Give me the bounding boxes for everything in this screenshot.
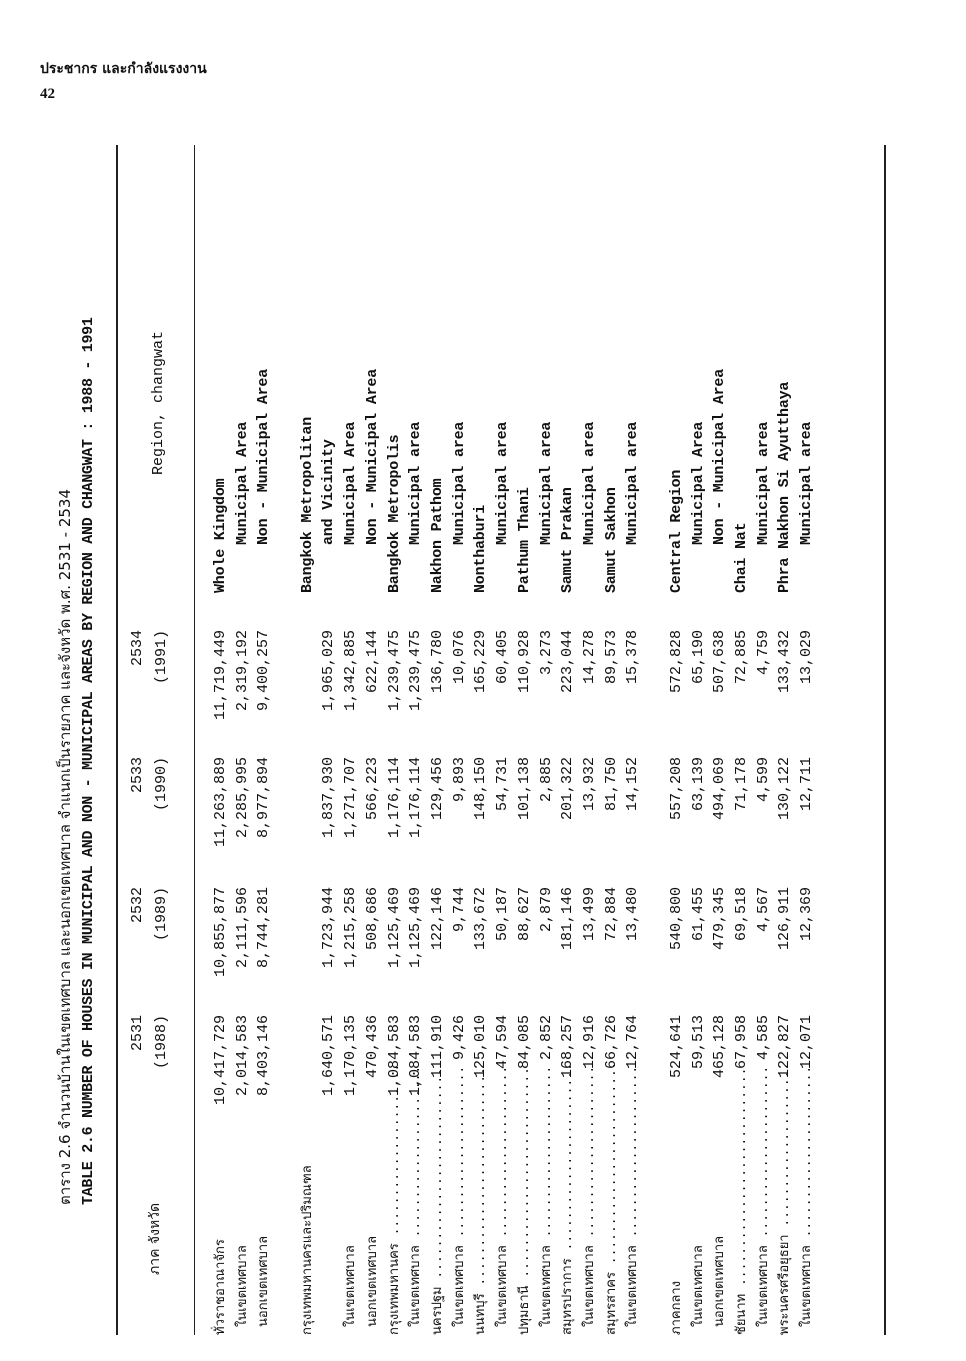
house-count-cell: 1,084,583 — [407, 1015, 424, 1097]
house-count-cell: 88,627 — [516, 887, 533, 942]
region-name-english: Nonthaburi — [472, 504, 489, 593]
house-count-cell: 165,229 — [472, 630, 489, 694]
house-count-cell: 13,029 — [798, 630, 815, 685]
region-name-thai: พระนครศรีอยุธยา ..... — [772, 1065, 798, 1335]
region-name-english: Non - Municipal Area — [255, 368, 272, 545]
year-gregorian: (1989) — [153, 887, 170, 942]
table-row — [251, 145, 277, 1335]
house-count-cell: 2,014,583 — [234, 1015, 251, 1097]
house-count-cell: 148,150 — [472, 757, 489, 821]
house-count-cell: 1,176,114 — [407, 757, 424, 839]
house-count-cell: 2,111,596 — [234, 887, 251, 969]
house-count-cell: 14,152 — [624, 757, 641, 812]
house-count-cell: 1,176,114 — [386, 757, 403, 839]
house-count-cell: 470,436 — [364, 1015, 381, 1079]
region-name-english: Municipal area — [755, 421, 772, 545]
year-thai: 2531 — [129, 1015, 146, 1052]
region-name-english: Municipal area — [494, 421, 511, 545]
table-top-rule — [116, 145, 118, 1335]
house-count-cell: 2,319,192 — [234, 630, 251, 712]
region-header-thai: ภาค จังหวัด — [147, 1202, 163, 1275]
region-name-thai: ในเขตเทศบาล ..... — [620, 1065, 646, 1335]
house-count-cell: 223,044 — [559, 630, 576, 694]
house-count-cell: 1,640,571 — [320, 1015, 337, 1097]
year-thai: 2533 — [129, 757, 146, 794]
house-count-cell: 71,178 — [733, 757, 750, 812]
house-count-cell: 8,403,146 — [255, 1015, 272, 1097]
year-column-header — [126, 1015, 174, 1135]
year-column-header — [126, 887, 174, 1007]
region-name-thai: ชัยนาท ..... — [729, 1065, 755, 1335]
table-row — [620, 145, 646, 1335]
region-name-thai: ในเขตเทศบาล ..... — [577, 1065, 603, 1335]
house-count-cell: 61,455 — [690, 887, 707, 942]
house-count-cell: 1,271,707 — [342, 757, 359, 839]
house-count-cell: 12,711 — [798, 757, 815, 812]
region-name-english: Municipal Area — [690, 421, 707, 545]
region-name-thai: ภาคกลาง — [669, 1280, 684, 1335]
table-row — [794, 145, 820, 1335]
house-count-cell: 50,187 — [494, 887, 511, 942]
house-count-cell: 1,170,135 — [342, 1015, 359, 1097]
region-name-thai: ในเขตเทศบาล ..... — [447, 1065, 473, 1335]
region-name-english: Non - Municipal Area — [711, 368, 728, 545]
house-count-cell: 3,273 — [538, 630, 555, 676]
region-name-english: Bangkok Metropolitan — [299, 416, 316, 593]
house-count-cell: 1,965,029 — [320, 630, 337, 712]
house-count-cell: 4,759 — [755, 630, 772, 676]
house-count-cell: 524,641 — [668, 1015, 685, 1079]
year-gregorian: (1991) — [153, 630, 170, 685]
house-count-cell: 1,239,475 — [407, 630, 424, 712]
region-name-english: Municipal area — [407, 421, 424, 545]
house-count-cell: 572,828 — [668, 630, 685, 694]
house-count-cell: 1,723,944 — [320, 887, 337, 969]
region-name-english: Central Region — [668, 469, 685, 593]
house-count-cell: 89,573 — [603, 630, 620, 685]
region-name-english: Whole Kingdom — [212, 478, 229, 593]
house-count-cell: 11,263,889 — [212, 757, 229, 848]
year-column-header — [126, 757, 174, 877]
house-count-cell: 66,726 — [603, 1015, 620, 1070]
house-count-cell: 494,069 — [711, 757, 728, 821]
house-count-cell: 4,567 — [755, 887, 772, 933]
house-count-cell: 10,076 — [451, 630, 468, 685]
year-thai: 2532 — [129, 887, 146, 924]
house-count-cell: 1,125,469 — [407, 887, 424, 969]
house-count-cell: 133,672 — [472, 887, 489, 951]
house-count-cell: 12,764 — [624, 1015, 641, 1070]
house-count-cell: 72,885 — [733, 630, 750, 685]
house-count-cell: 59,513 — [690, 1015, 707, 1070]
house-count-cell: 65,190 — [690, 630, 707, 685]
region-name-english: Municipal area — [798, 421, 815, 545]
house-count-cell: 111,910 — [429, 1015, 446, 1079]
house-count-cell: 13,499 — [581, 887, 598, 942]
house-count-cell: 8,744,281 — [255, 887, 272, 969]
region-name-english: Phra Nakhon Si Ayutthaya — [776, 381, 793, 593]
header-rule — [194, 145, 195, 1335]
region-name-english: Municipal Area — [234, 421, 251, 545]
region-name-thai: สมุทรปราการ ..... — [555, 1065, 581, 1335]
house-count-cell: 67,958 — [733, 1015, 750, 1070]
house-count-cell: 9,893 — [451, 757, 468, 803]
house-count-cell: 11,719,449 — [212, 630, 229, 721]
house-count-cell: 507,638 — [711, 630, 728, 694]
house-count-cell: 69,518 — [733, 887, 750, 942]
region-name-thai: นครปฐม ..... — [425, 1065, 451, 1335]
region-name-english: Bangkok Metropolis — [386, 434, 403, 593]
house-count-cell: 72,884 — [603, 887, 620, 942]
rotated-table-page — [46, 145, 896, 1335]
table-bottom-rule — [884, 145, 886, 1335]
house-count-cell: 465,128 — [711, 1015, 728, 1079]
house-count-cell: 126,911 — [776, 887, 793, 951]
house-count-cell: 15,378 — [624, 630, 641, 685]
year-column-header — [126, 630, 174, 750]
region-name-thai: ในเขตเทศบาล ..... — [534, 1065, 560, 1335]
house-count-cell: 12,369 — [798, 887, 815, 942]
house-count-cell: 47,594 — [494, 1015, 511, 1070]
house-count-cell: 129,456 — [429, 757, 446, 821]
house-count-cell: 13,480 — [624, 887, 641, 942]
house-count-cell: 130,122 — [776, 757, 793, 821]
region-name-thai: ในเขตเทศบาล ..... — [490, 1065, 516, 1335]
region-name-thai: ในเขตเทศบาล ..... — [403, 1065, 429, 1335]
house-count-cell: 479,345 — [711, 887, 728, 951]
region-name-thai: สมุทรสาคร ..... — [599, 1065, 625, 1335]
house-count-cell: 1,125,469 — [386, 887, 403, 969]
house-count-cell: 201,322 — [559, 757, 576, 821]
house-count-cell: 12,071 — [798, 1015, 815, 1070]
house-count-cell: 14,278 — [581, 630, 598, 685]
house-count-cell: 2,885 — [538, 757, 555, 803]
region-name-thai: ในเขตเทศบาล — [343, 1245, 358, 1327]
region-name-english: Samut Sakhon — [603, 487, 620, 593]
house-count-cell: 4,599 — [755, 757, 772, 803]
region-name-english: Nakhon Pathom — [429, 478, 446, 593]
house-count-cell: 2,285,995 — [234, 757, 251, 839]
region-name-english: Municipal area — [581, 421, 598, 545]
house-count-cell: 4,585 — [755, 1015, 772, 1061]
region-name-english: Municipal area — [451, 421, 468, 545]
house-count-cell: 122,146 — [429, 887, 446, 951]
house-count-cell: 133,432 — [776, 630, 793, 694]
house-count-cell: 12,916 — [581, 1015, 598, 1070]
region-name-thai: นอกเขตเทศบาล — [365, 1235, 380, 1327]
region-name-thai: ปทุมธานี ..... — [512, 1065, 538, 1335]
house-count-cell: 1,342,885 — [342, 630, 359, 712]
house-count-cell: 557,208 — [668, 757, 685, 821]
book-title: ประชากร และกำลังแรงงาน — [40, 61, 207, 77]
house-count-cell: 622,144 — [364, 630, 381, 694]
year-gregorian: (1988) — [153, 1015, 170, 1070]
house-count-cell: 81,750 — [603, 757, 620, 812]
page-number: 42 — [40, 86, 55, 102]
region-name-thai: ทั่วราชอาณาจักร — [213, 1239, 228, 1335]
house-count-cell: 60,405 — [494, 630, 511, 685]
house-count-cell: 8,977,894 — [255, 757, 272, 839]
region-name-thai: ในเขตเทศบาล ..... — [751, 1065, 777, 1335]
region-name-english: Municipal area — [624, 421, 641, 545]
house-count-cell: 2,879 — [538, 887, 555, 933]
region-name-thai: ในเขตเทศบาล — [235, 1245, 250, 1327]
house-count-cell: 63,139 — [690, 757, 707, 812]
house-count-cell: 1,239,475 — [386, 630, 403, 712]
house-count-cell: 13,932 — [581, 757, 598, 812]
house-count-cell: 181,146 — [559, 887, 576, 951]
house-count-cell: 9,744 — [451, 887, 468, 933]
house-count-cell: 101,138 — [516, 757, 533, 821]
house-count-cell: 10,417,729 — [212, 1015, 229, 1106]
region-name-thai: นอกเขตเทศบาล — [712, 1235, 727, 1327]
region-name-thai: นอกเขตเทศบาล — [256, 1235, 271, 1327]
region-name-english: Municipal Area — [342, 421, 359, 545]
house-count-cell: 566,223 — [364, 757, 381, 821]
house-count-cell: 1,837,930 — [320, 757, 337, 839]
house-count-cell: 110,928 — [516, 630, 533, 694]
house-count-cell: 1,215,258 — [342, 887, 359, 969]
house-count-cell: 125,010 — [472, 1015, 489, 1079]
region-name-english: Non - Municipal Area — [364, 368, 381, 545]
house-count-cell: 136,780 — [429, 630, 446, 694]
house-count-cell: 540,800 — [668, 887, 685, 951]
region-name-english: Samut Prakan — [559, 487, 576, 593]
region-header-english: Region, changwat — [150, 330, 167, 475]
region-name-english: Municipal area — [538, 421, 555, 545]
table-caption-english: TABLE 2.6 NUMBER OF HOUSES IN MUNICIPAL AND NON - MUNICIPAL AREAS BY REGION AND CHANGWAT : 1988 - 1991 — [80, 317, 97, 1205]
house-count-cell: 508,686 — [364, 887, 381, 951]
region-name-thai: กรุงเทพมหานคร ..... — [382, 1065, 408, 1335]
house-count-cell: 1,084,583 — [386, 1015, 403, 1097]
year-gregorian: (1990) — [153, 757, 170, 812]
house-count-cell: 9,400,257 — [255, 630, 272, 712]
house-count-cell: 168,257 — [559, 1015, 576, 1079]
region-name-thai: นนทบุรี ..... — [468, 1065, 494, 1335]
table-caption-thai: ตาราง 2.6 จำนวนบ้านในเขตเทศบาล และนอกเขตเทศบาล จำแนกเป็นรายภาค และจังหวัด พ.ศ. 2531 - 2534 — [56, 488, 74, 1205]
region-name-thai: ในเขตเทศบาล — [691, 1245, 706, 1327]
house-count-cell: 10,855,877 — [212, 887, 229, 978]
house-count-cell: 2,852 — [538, 1015, 555, 1061]
region-name-english: Chai Nat — [733, 522, 750, 593]
region-name-thai: ในเขตเทศบาล ..... — [794, 1065, 820, 1335]
region-name-thai: กรุงเทพมหานครและปริมณฑล — [300, 1165, 315, 1335]
region-name-english: and Vicinity — [320, 439, 337, 545]
house-count-cell: 54,731 — [494, 757, 511, 812]
house-count-cell: 122,827 — [776, 1015, 793, 1079]
year-thai: 2534 — [129, 630, 146, 667]
house-count-cell: 84,085 — [516, 1015, 533, 1070]
house-count-cell: 9,426 — [451, 1015, 468, 1061]
region-name-english: Pathum Thani — [516, 487, 533, 593]
